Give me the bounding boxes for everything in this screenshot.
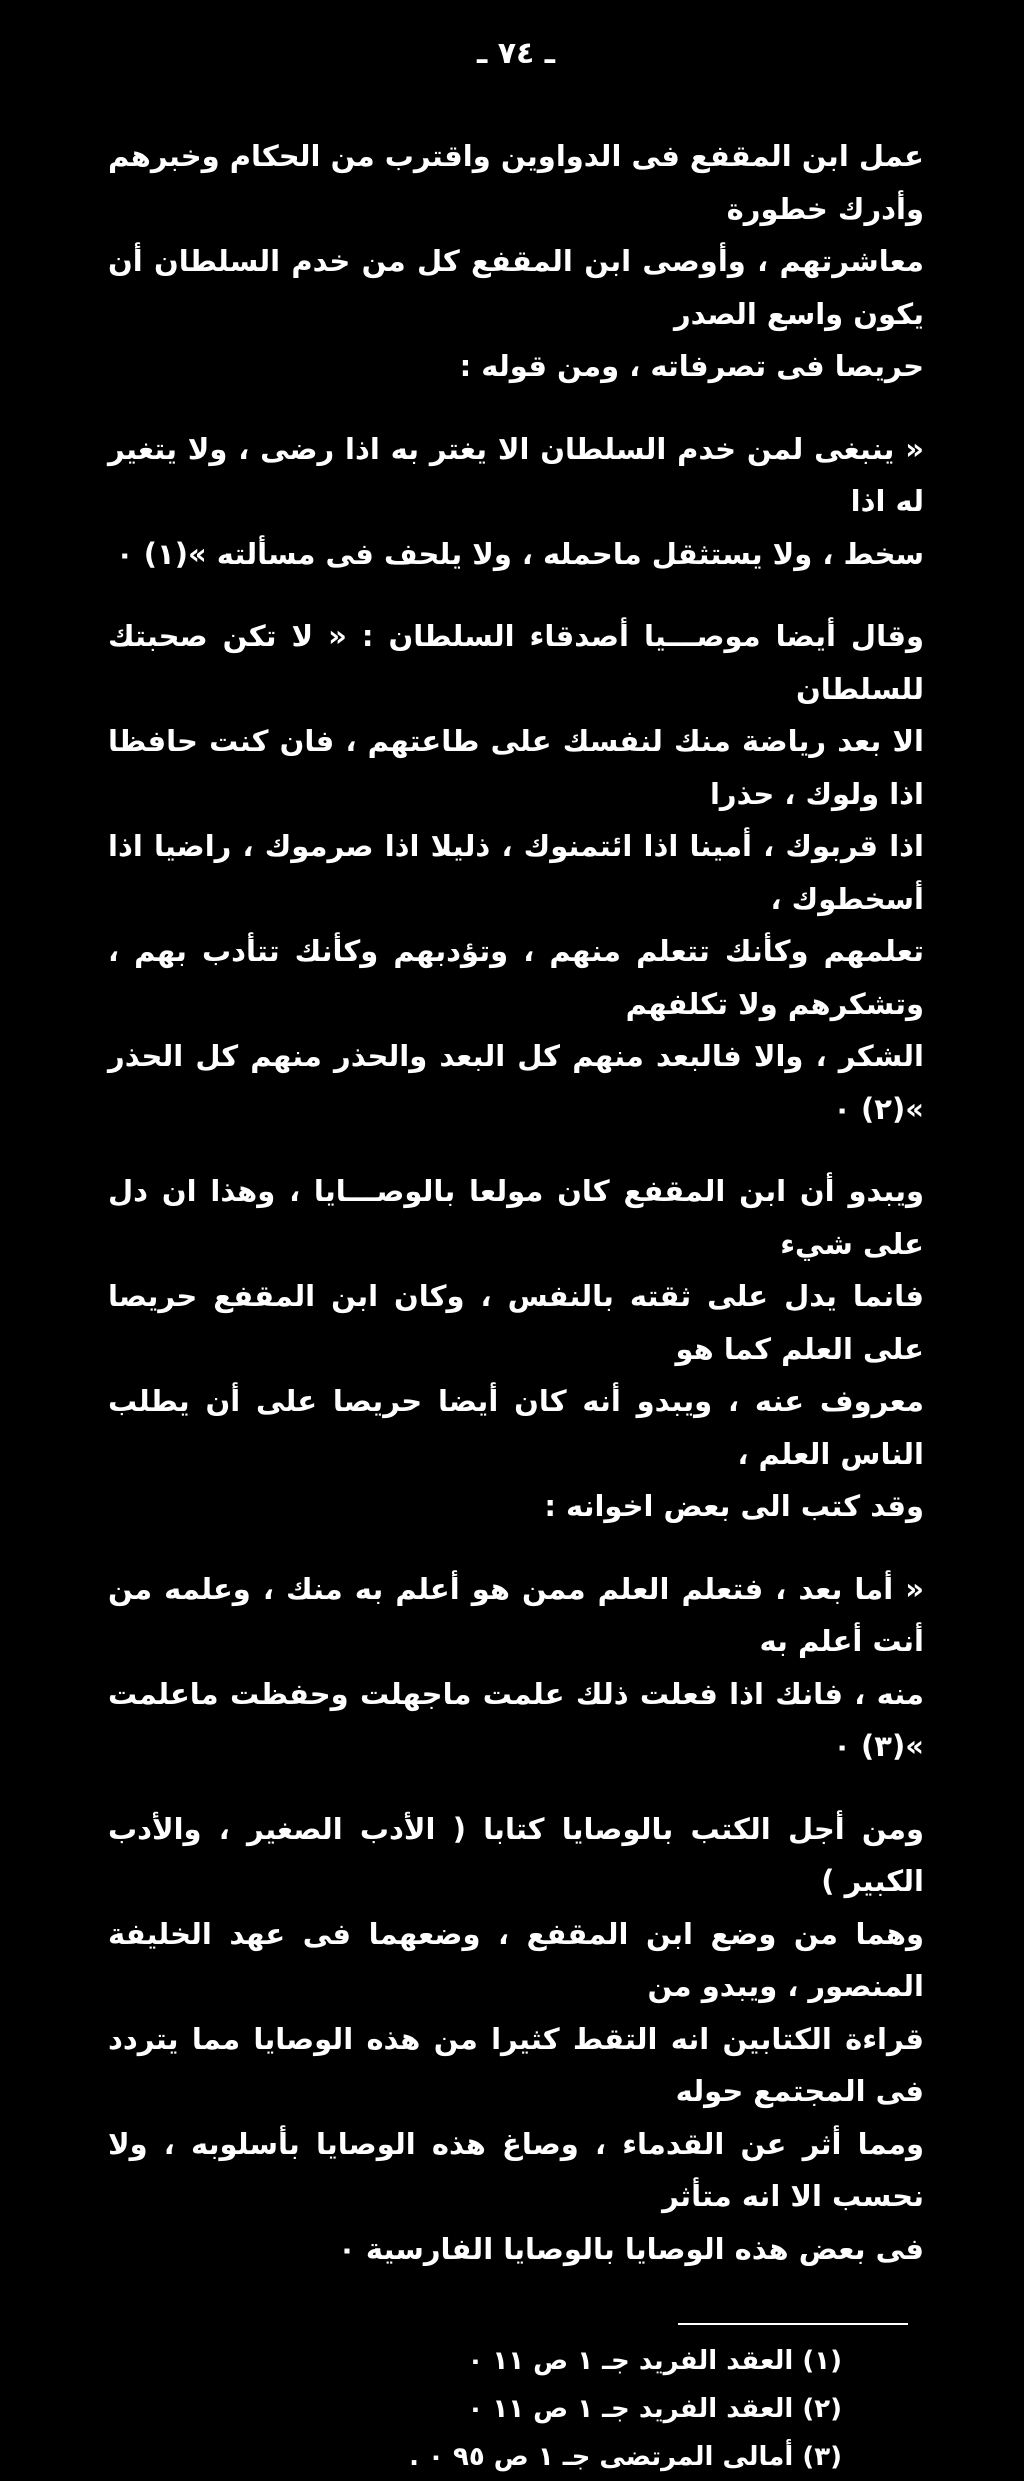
footnote-separator — [678, 2323, 908, 2325]
footnote-2: (٢) العقد الفريد جـ ١ ص ١١ ٠ — [467, 2394, 842, 2424]
paragraph-4: ومن أجل الكتب بالوصايا كتابا ( الأدب الصغير ، والأدب الكبير ) وهما من وضع ابن المقفع ، وضعهما فى عهد الخليفة المنصور ، ويبدو من قراءة الكتابين انه التقط كثيرا من هذه الوصايا مما يتردد فى المجتمع حوله ومما أثر عن القدماء ، وصاغ هذه الوصايا بأسلوبه ، ولا نحسب الا انه متأثر فى بعض هذه الوصايا بالوصايا الفارسية ٠ — [108, 1811, 924, 2266]
footnote-separator-wrap — [108, 2323, 924, 2325]
paragraph-1: عمل ابن المقفع فى الدواوين واقترب من الحكام وخبرهم وأدرك خطورة معاشرتهم ، وأوصى ابن المقفع كل من خدم السلطان أن يكون واسع الصدر حريصا فى تصرفاته ، ومن قوله : — [108, 139, 924, 383]
page-number: ـ ٧٤ ـ — [476, 36, 556, 71]
footnote-1: (١) العقد الفريد جـ ١ ص ١١ ٠ — [467, 2346, 842, 2376]
quote-paragraph-2: « أما بعد ، فتعلم العلم ممن هو أعلم به منك ، وعلمه من أنت أعلم به منه ، فانك اذا فعلت ذلك علمت ماجهلت وحفظت ماعلمت »(٣) ٠ — [108, 1571, 924, 1763]
quote-paragraph-1: « ينبغى لمن خدم السلطان الا يغتر به اذا رضى ، ولا يتغير له اذا سخط ، ولا يستثقل ماحمله ، ولا يلحف فى مسألته »(١) ٠ — [108, 431, 924, 571]
paragraph-3: ويبدو أن ابن المقفع كان مولعا بالوصـــايا ، وهذا ان دل على شيء فانما يدل على ثقته بالنفس ، وكان ابن المقفع حريصا على العلم كما هو معروف عنه ، ويبدو أنه كان أيضا حريصا على أن يطلب الناس العلم ، وقد كتب الى بعض اخوانه : — [108, 1174, 924, 1523]
footnote-3: (٣) أمالى المرتضى جـ ١ ص ٩٥ ٠ . — [409, 2442, 842, 2472]
paragraph-2: وقال أيضا موصـــيا أصدقاء السلطان : « لا تكن صحبتك للسلطان الا بعد رياضة منك لنفسك على طاعتهم ، فان كنت حافظا اذا ولوك ، حذرا اذا قربوك ، أمينا اذا ائتمنوك ، ذليلا اذا صرموك ، راضيا اذا أسخطوك ، تعلمهم وكأنك تتعلم منهم ، وتؤدبهم وكأنك تتأدب بهم ، وتشكرهم ولا تكلفهم الشكر ، والا فالبعد منهم كل البعد والحذر منهم كل الحذر »(٢) ٠ — [108, 619, 924, 1126]
footnotes — [108, 2337, 924, 2481]
